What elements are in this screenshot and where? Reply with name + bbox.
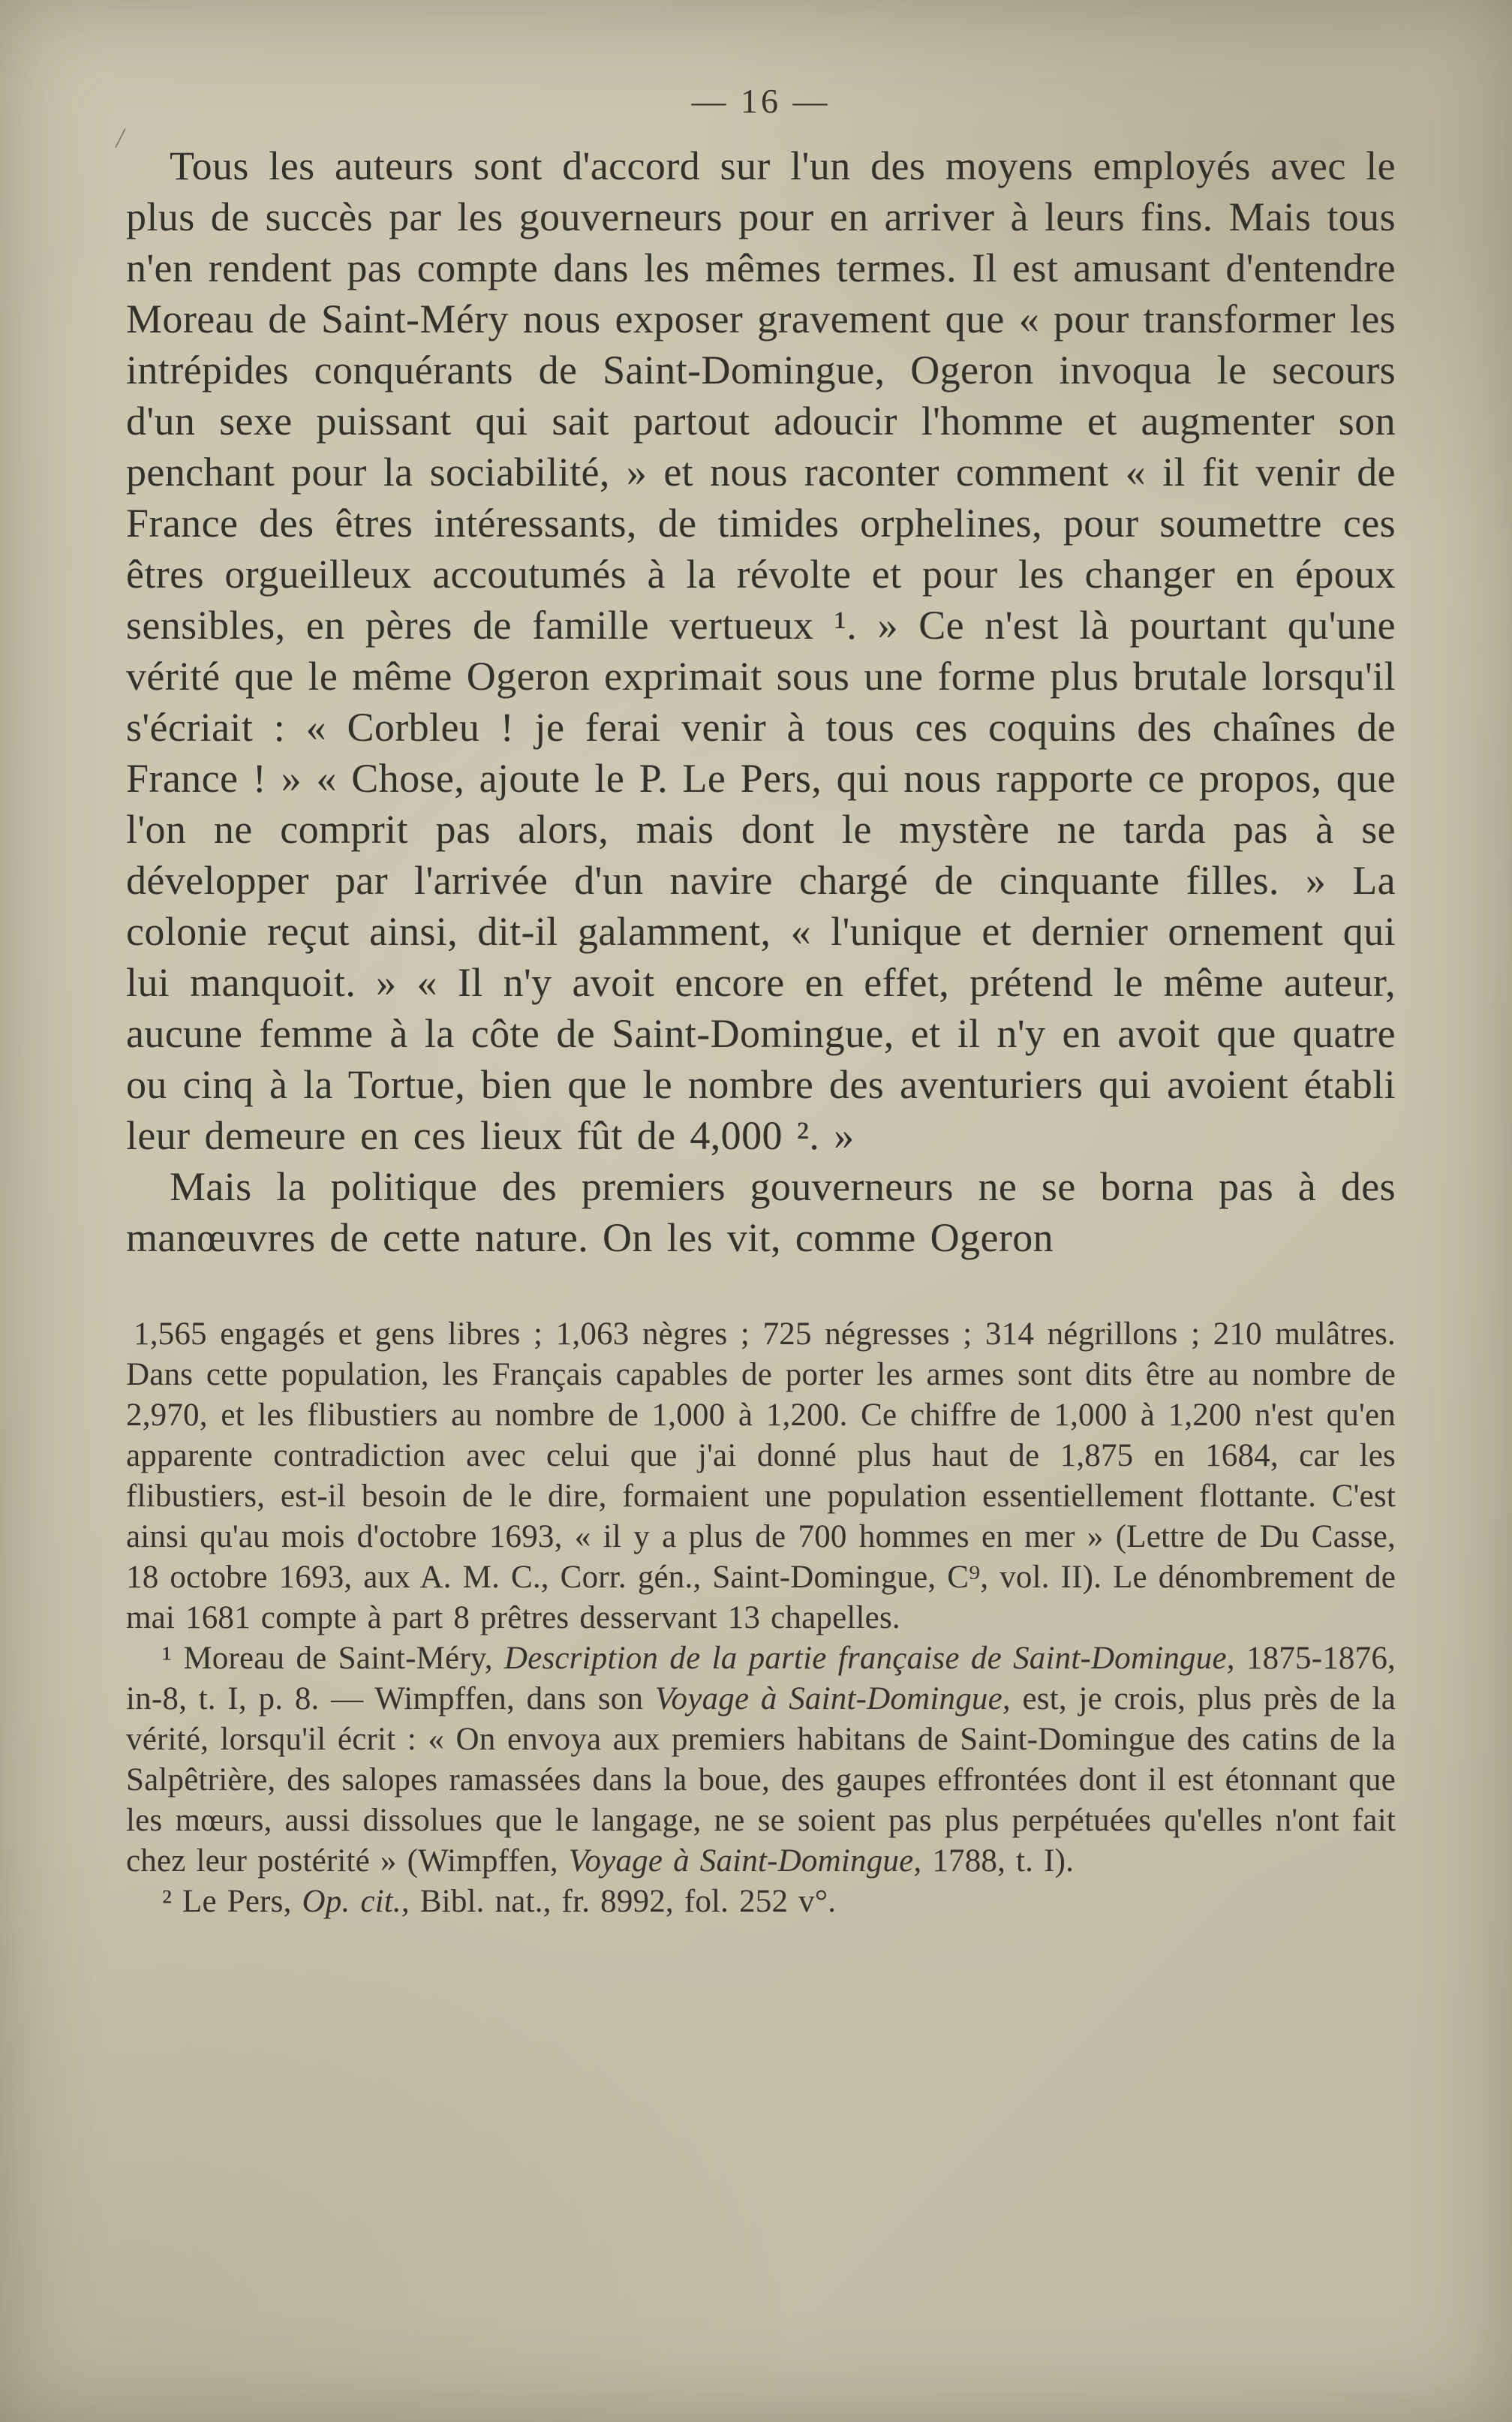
footnote-text: Bibl. nat., fr. 8992, fol. 252 v°. (409, 1884, 837, 1919)
footnote-text-italic: Description de la partie française de Saint-Domingue, (503, 1641, 1235, 1676)
text-block (126, 81, 1396, 1922)
body-text (126, 140, 1396, 1263)
footnotes-section (126, 1314, 1396, 1922)
footnote-text-italic: Voyage à Saint-Domingue, (654, 1681, 1011, 1716)
footnote (126, 1882, 1396, 1922)
footnote-text: ¹ Moreau de Saint-Méry, (162, 1641, 504, 1676)
footnote-text: 1788, t. I). (921, 1843, 1075, 1879)
paragraph: Tous les auteurs sont d'accord sur l'un des moyens employés avec le plus de succès par les gouverneurs pour en arriver à leurs fins. Mais tous n'en rendent pas compte dans les mêmes termes. Il est amusant d'entendre Moreau de Saint-Méry nous exposer gravement que « pour transformer les intrépides conquérants de Saint-Domingue, Ogeron invoqua le secours d'un sexe puissant qui sait partout adoucir l'homme et augmenter son penchant pour la sociabilité, » et nous raconter comment « il fit venir de France des êtres intéressants, de timides orphelines, pour soumettre ces êtres orgueilleux accoutumés à la révolte et pour les changer en époux sensibles, en pères de famille vertueux ¹. » Ce n'est là pourtant qu'une vérité que le même Ogeron exprimait sous une forme plus brutale lorsqu'il s'écriait : « Corbleu ! je ferai venir à tous ces coquins des chaînes de France ! » « Chose, ajoute le P. Le Pers, qui nous rapporte ce propos, que l'on ne comprit pas alors, mais dont le mystère ne tarda pas à se développer par l'arrivée d'un navire chargé de cinquante filles. » La colonie reçut ainsi, dit-il galamment, « l'unique et dernier ornement qui lui manquoit. » « Il n'y avoit encore en effet, prétend le même auteur, aucune femme à la côte de Saint-Domingue, et il n'y en avoit que quatre ou cinq à la Tortue, bien que le nombre des aventuriers qui avoient établi leur demeure en ces lieux fût de 4,000 ². » (126, 143, 1396, 1158)
footnote-text: est, je crois, plus près de la vérité, lorsqu'il écrit : « On envoya aux premiers habitans de Saint-Domingue des catins de la Salpêtrière, des salopes ramassées dans la boue, des gaupes effrontées dont il est étonnant que les mœurs, aussi dissolues que le langage, ne se soient pas plus perpétuées qu'elles n'ont fait chez leur postérité » (Wimpffen, (126, 1681, 1396, 1879)
page-number: — 16 — (691, 82, 831, 120)
stray-pencil-mark: / (113, 120, 128, 155)
footnote-text-italic: Op. cit., (302, 1884, 410, 1919)
footnote-text: 1875-1876, in-8, t. I, p. 8. — Wimpffen, dans son (126, 1641, 1396, 1716)
footnote-text-italic: Voyage à Saint-Domingue, (568, 1843, 922, 1879)
paragraph: Mais la politique des premiers gouverneurs ne se borna pas à des manœuvres de cette nature. On les vit, comme Ogeron (126, 1164, 1396, 1260)
footnote-list (126, 1638, 1396, 1922)
footnote (126, 1638, 1396, 1882)
footnote-continuation: 1,565 engagés et gens libres ; 1,063 nègres ; 725 négresses ; 314 négrillons ; 210 mulâtres. Dans cette population, les Français capables de porter les armes sont dits être au nombre de 2,970, et les flibustiers au nombre de 1,000 à 1,200. Ce chiffre de 1,000 à 1,200 n'est qu'en apparente contradiction avec celui que j'ai donné plus haut de 1,875 en 1684, car les flibustiers, est-il besoin de le dire, formaient une population essentiellement flottante. C'est ainsi qu'au mois d'octobre 1693, « il y a plus de 700 hommes en mer » (Lettre de Du Casse, 18 octobre 1693, aux A. M. C., Corr. gén., Saint-Domingue, C⁹, vol. II). Le dénombrement de mai 1681 compte à part 8 prêtres desservant 13 chapelles. (126, 1316, 1396, 1635)
footnote-text: ² Le Pers, (162, 1884, 302, 1919)
